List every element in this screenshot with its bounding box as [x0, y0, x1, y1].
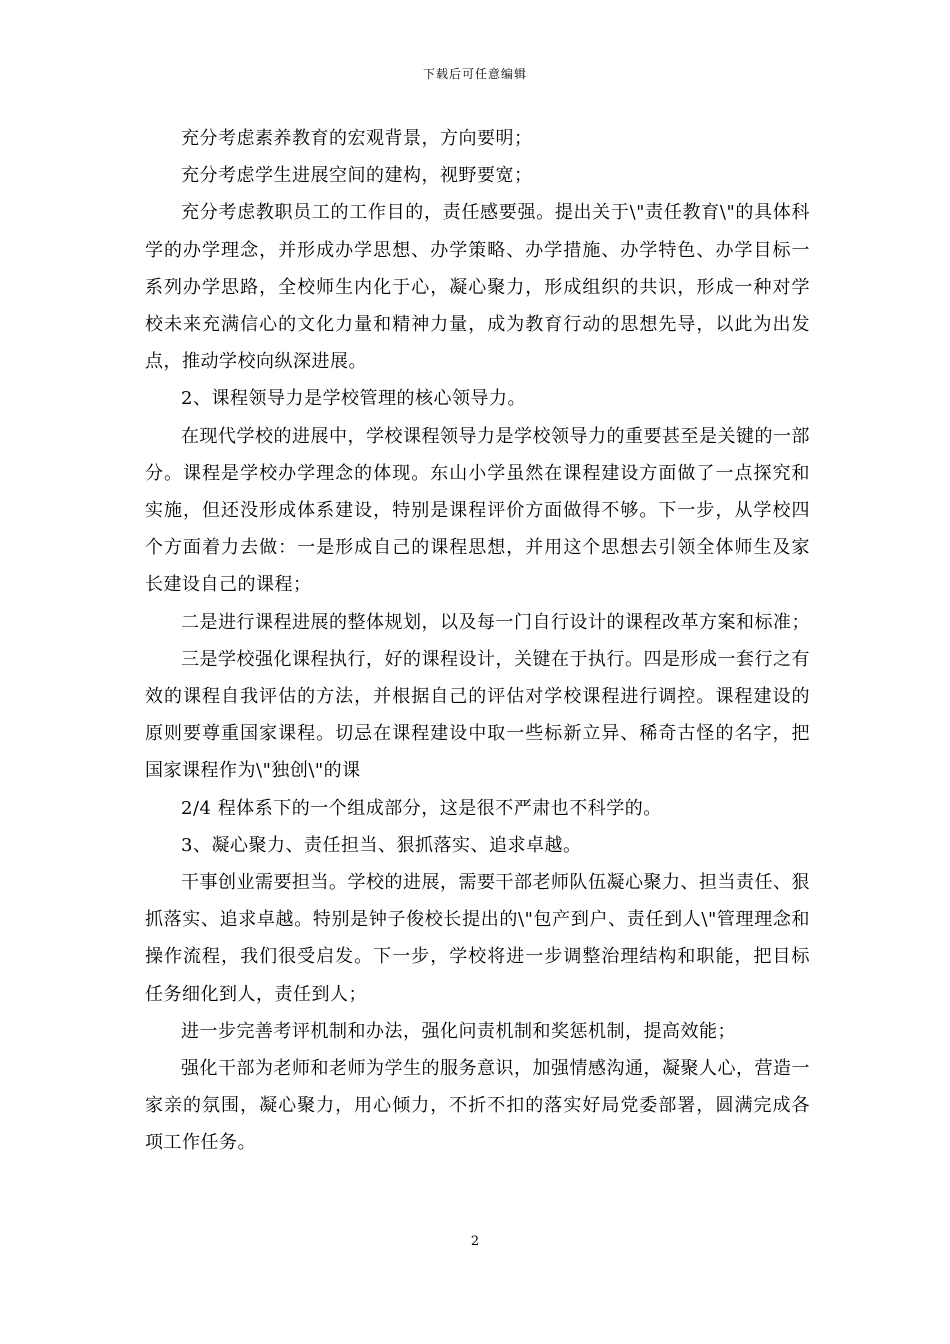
- page-header: 下载后可任意编辑: [422, 67, 527, 81]
- paragraph: 干事创业需要担当。学校的进展，需要干部老师队伍凝心聚力、担当责任、狠抓落实、追求卓越。特别是钟子俊校长提出的\"包产到户、责任到人\"管理理念和操作流程，我们很受启发。下一步，学校将进一步调整治理结构和职能，把目标任务细化到人，责任到人；: [145, 872, 810, 1005]
- paragraph: 二是进行课程进展的整体规划，以及每一门自行设计的课程改革方案和标准；: [181, 611, 810, 633]
- section-heading: 2、课程领导力是学校管理的核心领导力。: [181, 388, 526, 410]
- paragraph: 强化干部为老师和老师为学生的服务意识，加强情感沟通，凝聚人心，营造一家亲的氛围，凝心聚力，用心倾力，不折不扣的落实好局党委部署，圆满完成各项工作任务。: [145, 1058, 810, 1154]
- paragraph: 在现代学校的进展中，学校课程领导力是学校领导力的重要甚至是关键的一部分。课程是学校办学理念的体现。东山小学虽然在课程建设方面做了一点探究和实施，但还没形成体系建设，特别是课程评价方面做得不够。下一步，从学校四个方面着力去做：一是形成自己的课程思想，并用这个思想去引领全体师生及家长建设自己的课程；: [145, 425, 810, 596]
- page-number: 2: [470, 1234, 480, 1249]
- document-body: [145, 120, 810, 1162]
- paragraph: 充分考虑教职员工的工作目的，责任感要强。提出关于\"责任教育\"的具体科学的办学理念，并形成办学思想、办学策略、办学措施、办学特色、办学目标一系列办学思路，全校师生内化于心，凝心聚力，形成组织的共识，形成一种对学校未来充满信心的文化力量和精神力量，成为教育行动的思想先导，以此为出发点，推动学校向纵深进展。: [145, 202, 810, 373]
- paragraph: 2/4 程体系下的一个组成部分，这是很不严肃也不科学的。: [181, 797, 662, 819]
- paragraph: 充分考虑素养教育的宏观背景，方向要明；: [181, 128, 533, 149]
- paragraph: 三是学校强化课程执行，好的课程设计，关键在于执行。四是形成一套行之有效的课程自我评估的方法，并根据自己的评估对学校课程进行调控。课程建设的原则要尊重国家课程。切忌在课程建设中取一些标新立异、稀奇古怪的名字，把国家课程作为\"独创\"的课: [145, 648, 810, 782]
- section-heading: 3、凝心聚力、责任担当、狠抓落实、追求卓越。: [181, 834, 582, 856]
- paragraph: 进一步完善考评机制和办法，强化问责机制和奖惩机制，提高效能；: [181, 1020, 736, 1042]
- paragraph: 充分考虑学生进展空间的建构，视野要宽；: [181, 165, 533, 187]
